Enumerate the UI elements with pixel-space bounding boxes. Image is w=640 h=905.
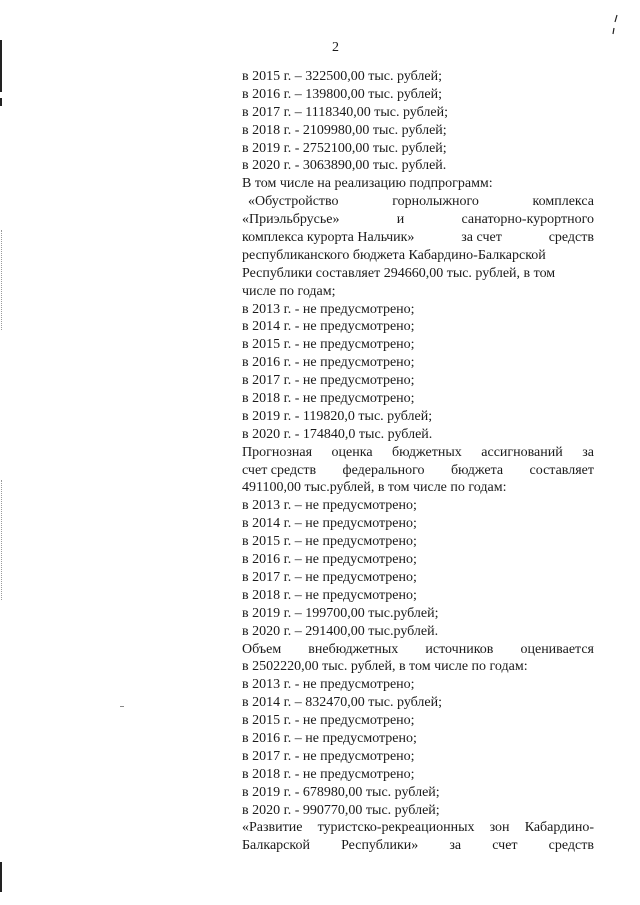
word: Объем xyxy=(242,641,282,657)
text-line: в 2015 г. - не предусмотрено; xyxy=(242,713,415,729)
word: комплекса xyxy=(532,194,594,210)
word: счет xyxy=(492,838,518,854)
text-line: в 2020 г. - 174840,0 тыс. рублей. xyxy=(242,426,433,442)
text-line: в 2013 г. – не предусмотрено; xyxy=(242,498,417,514)
word: бюджетных xyxy=(392,444,462,460)
word: источников xyxy=(425,641,494,657)
text-line: в 2015 г. - не предусмотрено; xyxy=(242,337,415,353)
text-line: в 2019 г. - 119820,0 тыс. рублей; xyxy=(242,408,433,424)
word: санаторно-курортного xyxy=(461,212,594,228)
word: средств xyxy=(548,838,594,854)
text-line: в 2015 г. – не предусмотрено; xyxy=(242,534,417,550)
text-line: в 2020 г. - 3063890,00 тыс. рублей. xyxy=(242,158,447,174)
text-line: в 2013 г. - не предусмотрено; xyxy=(242,677,415,693)
word: Республики составляет 294660,00 тыс. рублей, в том xyxy=(242,265,556,281)
text-line: в 2018 г. - не предусмотрено; xyxy=(242,766,415,782)
word: оценивается xyxy=(520,641,594,657)
text-line: в 2014 г. – 832470,00 тыс. рублей; xyxy=(242,695,442,711)
paragraph-line xyxy=(242,193,594,211)
word: туристско-рекреационных xyxy=(317,820,475,836)
page-number: 2 xyxy=(332,40,339,55)
paragraph-line xyxy=(242,247,594,265)
word: бюджета xyxy=(450,462,504,478)
scan-margin-line xyxy=(0,40,2,92)
word: составляет xyxy=(529,462,594,478)
text-line: в 2018 г. – не предусмотрено; xyxy=(242,587,417,603)
text-line: в 2014 г. - не предусмотрено; xyxy=(242,319,415,335)
paragraph-line xyxy=(242,265,594,283)
word: Прогнозная xyxy=(242,444,313,460)
text-line: в 2016 г. – не предусмотрено; xyxy=(242,730,417,746)
text-line: в 2015 г. – 322500,00 тыс. рублей; xyxy=(242,69,442,84)
word: оценка xyxy=(331,444,373,460)
word: внебюджетных xyxy=(308,641,399,657)
text-line: в 2017 г. - не предусмотрено; xyxy=(242,748,415,764)
text-line: в 2016 г. – 139800,00 тыс. рублей; xyxy=(242,86,442,102)
scan-margin-dots xyxy=(1,230,3,330)
paragraph-line xyxy=(242,229,594,247)
text-line: в 2016 г. – не предусмотрено; xyxy=(242,552,417,568)
word: средств xyxy=(548,230,594,246)
word: зон xyxy=(489,820,510,836)
text-line: в 2502220,00 тыс. рублей, в том числе по годам: xyxy=(242,659,528,675)
text-line: в 2020 г. - 990770,00 тыс. рублей; xyxy=(242,802,440,818)
word: ассигнований xyxy=(481,444,563,460)
word: «Приэльбрусье» xyxy=(242,212,340,228)
text-line: в 2019 г. - 2752100,00 тыс. рублей; xyxy=(242,140,447,156)
text-line: в 2018 г. - не предусмотрено; xyxy=(242,391,415,407)
text-line: в 2017 г. - не предусмотрено; xyxy=(242,373,415,389)
scan-speck xyxy=(120,706,124,707)
document-body xyxy=(242,68,594,855)
text-line: в 2017 г. – 1118340,00 тыс. рублей; xyxy=(242,104,448,120)
text-line: в 2014 г. – не предусмотрено; xyxy=(242,516,417,532)
word: за счет xyxy=(461,230,502,246)
paragraph-line xyxy=(242,444,594,462)
word: счет средств xyxy=(242,462,317,478)
paragraph-line xyxy=(242,641,594,659)
word: комплекса курорта Нальчик» xyxy=(242,230,415,246)
word: за xyxy=(449,838,462,854)
text-line: в 2019 г. – 199700,00 тыс.рублей; xyxy=(242,605,439,621)
word: федерального xyxy=(342,462,425,478)
word: горнолыжного xyxy=(392,194,479,210)
scan-margin-line xyxy=(0,862,2,892)
text-line: числе по годам; xyxy=(242,283,336,299)
scan-mark xyxy=(612,14,618,36)
text-line: в 2019 г. - 678980,00 тыс. рублей; xyxy=(242,784,440,800)
text-line: 491100,00 тыс.рублей, в том числе по годам: xyxy=(242,480,507,496)
word: Балкарской xyxy=(242,838,310,854)
word: «Развитие xyxy=(242,820,303,836)
scan-margin-line xyxy=(0,98,2,106)
text-line: в 2016 г. - не предусмотрено; xyxy=(242,355,415,371)
text-line: в 2020 г. – 291400,00 тыс.рублей. xyxy=(242,623,439,639)
paragraph-line xyxy=(242,211,594,229)
scan-margin-dots xyxy=(1,480,3,600)
word: Республики» xyxy=(341,838,419,854)
word: Кабардино- xyxy=(524,820,594,836)
paragraph-line xyxy=(242,837,594,855)
text-line: в 2017 г. – не предусмотрено; xyxy=(242,569,417,585)
word: за xyxy=(582,444,594,460)
paragraph-line xyxy=(242,462,594,480)
word: и xyxy=(396,212,405,228)
word: республиканского бюджета Кабардино-Балкарской xyxy=(242,247,546,263)
word: «Обустройство xyxy=(248,194,339,210)
paragraph-line xyxy=(242,819,594,837)
text-line: в 2013 г. - не предусмотрено; xyxy=(242,301,415,317)
text-line: В том числе на реализацию подпрограмм: xyxy=(242,176,493,192)
text-line: в 2018 г. - 2109980,00 тыс. рублей; xyxy=(242,122,447,138)
